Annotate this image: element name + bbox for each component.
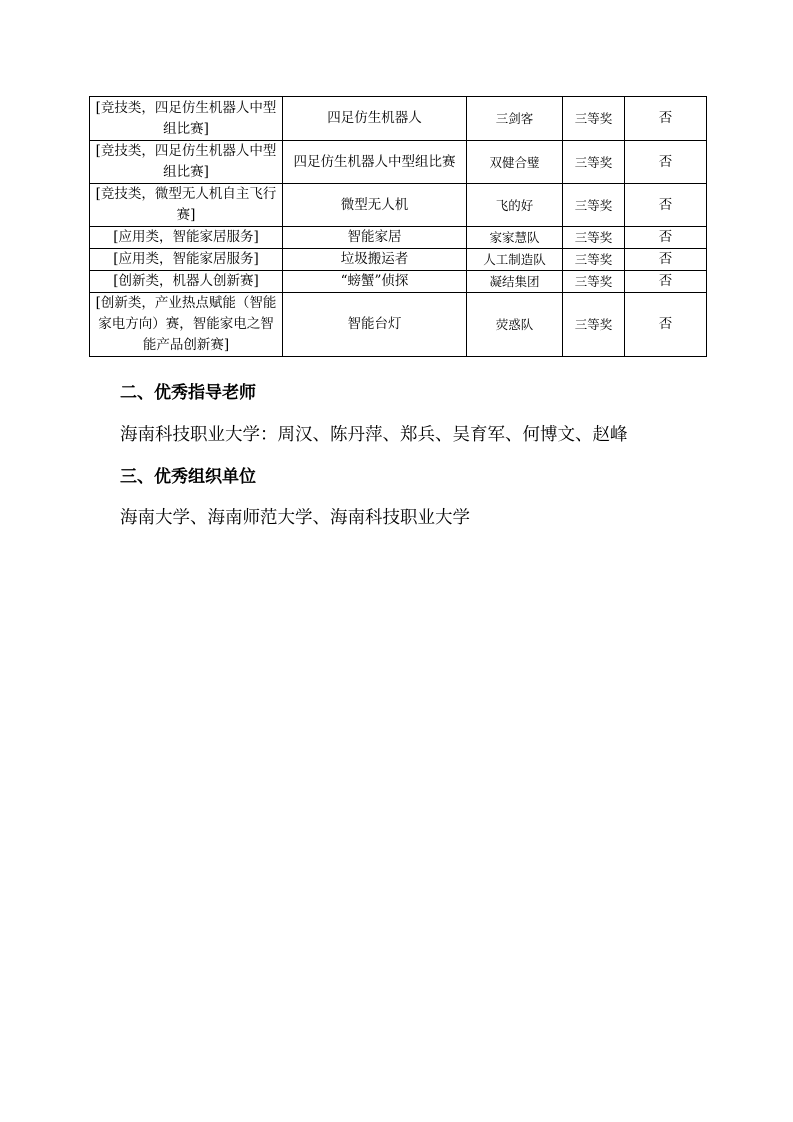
cell-category: [应用类，智能家居服务] bbox=[90, 227, 283, 249]
cell-category: [创新类，机器人创新赛] bbox=[90, 271, 283, 293]
table-row bbox=[90, 293, 707, 357]
cell-category: [竞技类，四足仿生机器人中型组比赛] bbox=[90, 141, 283, 184]
cell-award: 三等奖 bbox=[563, 293, 625, 357]
table-row bbox=[90, 141, 707, 184]
cell-flag: 否 bbox=[625, 293, 707, 357]
cell-award: 三等奖 bbox=[563, 141, 625, 184]
cell-work: 智能台灯 bbox=[283, 293, 467, 357]
cell-flag: 否 bbox=[625, 271, 707, 293]
cell-flag: 否 bbox=[625, 227, 707, 249]
cell-team: 凝结集团 bbox=[467, 271, 563, 293]
table-row bbox=[90, 97, 707, 141]
section-heading-teachers: 二、优秀指导老师 bbox=[120, 383, 256, 403]
cell-team: 人工制造队 bbox=[467, 249, 563, 271]
cell-work: 微型无人机 bbox=[283, 184, 467, 227]
cell-team: 飞的好 bbox=[467, 184, 563, 227]
cell-award: 三等奖 bbox=[563, 227, 625, 249]
section-heading-orgs: 三、优秀组织单位 bbox=[120, 467, 256, 487]
table-row bbox=[90, 184, 707, 227]
cell-team: 三剑客 bbox=[467, 97, 563, 141]
cell-category: [竞技类，微型无人机自主飞行赛] bbox=[90, 184, 283, 227]
cell-team: 荧惑队 bbox=[467, 293, 563, 357]
cell-flag: 否 bbox=[625, 249, 707, 271]
table-row bbox=[90, 271, 707, 293]
awards-table bbox=[89, 96, 707, 357]
cell-award: 三等奖 bbox=[563, 97, 625, 141]
cell-team: 双健合璧 bbox=[467, 141, 563, 184]
awards-table-body bbox=[90, 97, 707, 357]
cell-award: 三等奖 bbox=[563, 271, 625, 293]
cell-flag: 否 bbox=[625, 97, 707, 141]
cell-work: 四足仿生机器人 bbox=[283, 97, 467, 141]
cell-category: [创新类，产业热点赋能（智能家电方向）赛，智能家电之智能产品创新赛] bbox=[90, 293, 283, 357]
table-row bbox=[90, 227, 707, 249]
cell-award: 三等奖 bbox=[563, 249, 625, 271]
cell-award: 三等奖 bbox=[563, 184, 625, 227]
cell-work: 四足仿生机器人中型组比赛 bbox=[283, 141, 467, 184]
orgs-text: 海南大学、海南师范大学、海南科技职业大学 bbox=[120, 508, 470, 528]
cell-category: [应用类，智能家居服务] bbox=[90, 249, 283, 271]
cell-category: [竞技类，四足仿生机器人中型组比赛] bbox=[90, 97, 283, 141]
teachers-text: 海南科技职业大学：周汉、陈丹萍、郑兵、吴育军、何博文、赵峰 bbox=[120, 425, 628, 445]
cell-work: “螃蟹”侦探 bbox=[283, 271, 467, 293]
cell-team: 家家慧队 bbox=[467, 227, 563, 249]
cell-work: 智能家居 bbox=[283, 227, 467, 249]
cell-work: 垃圾搬运者 bbox=[283, 249, 467, 271]
cell-flag: 否 bbox=[625, 141, 707, 184]
table-row bbox=[90, 249, 707, 271]
cell-flag: 否 bbox=[625, 184, 707, 227]
